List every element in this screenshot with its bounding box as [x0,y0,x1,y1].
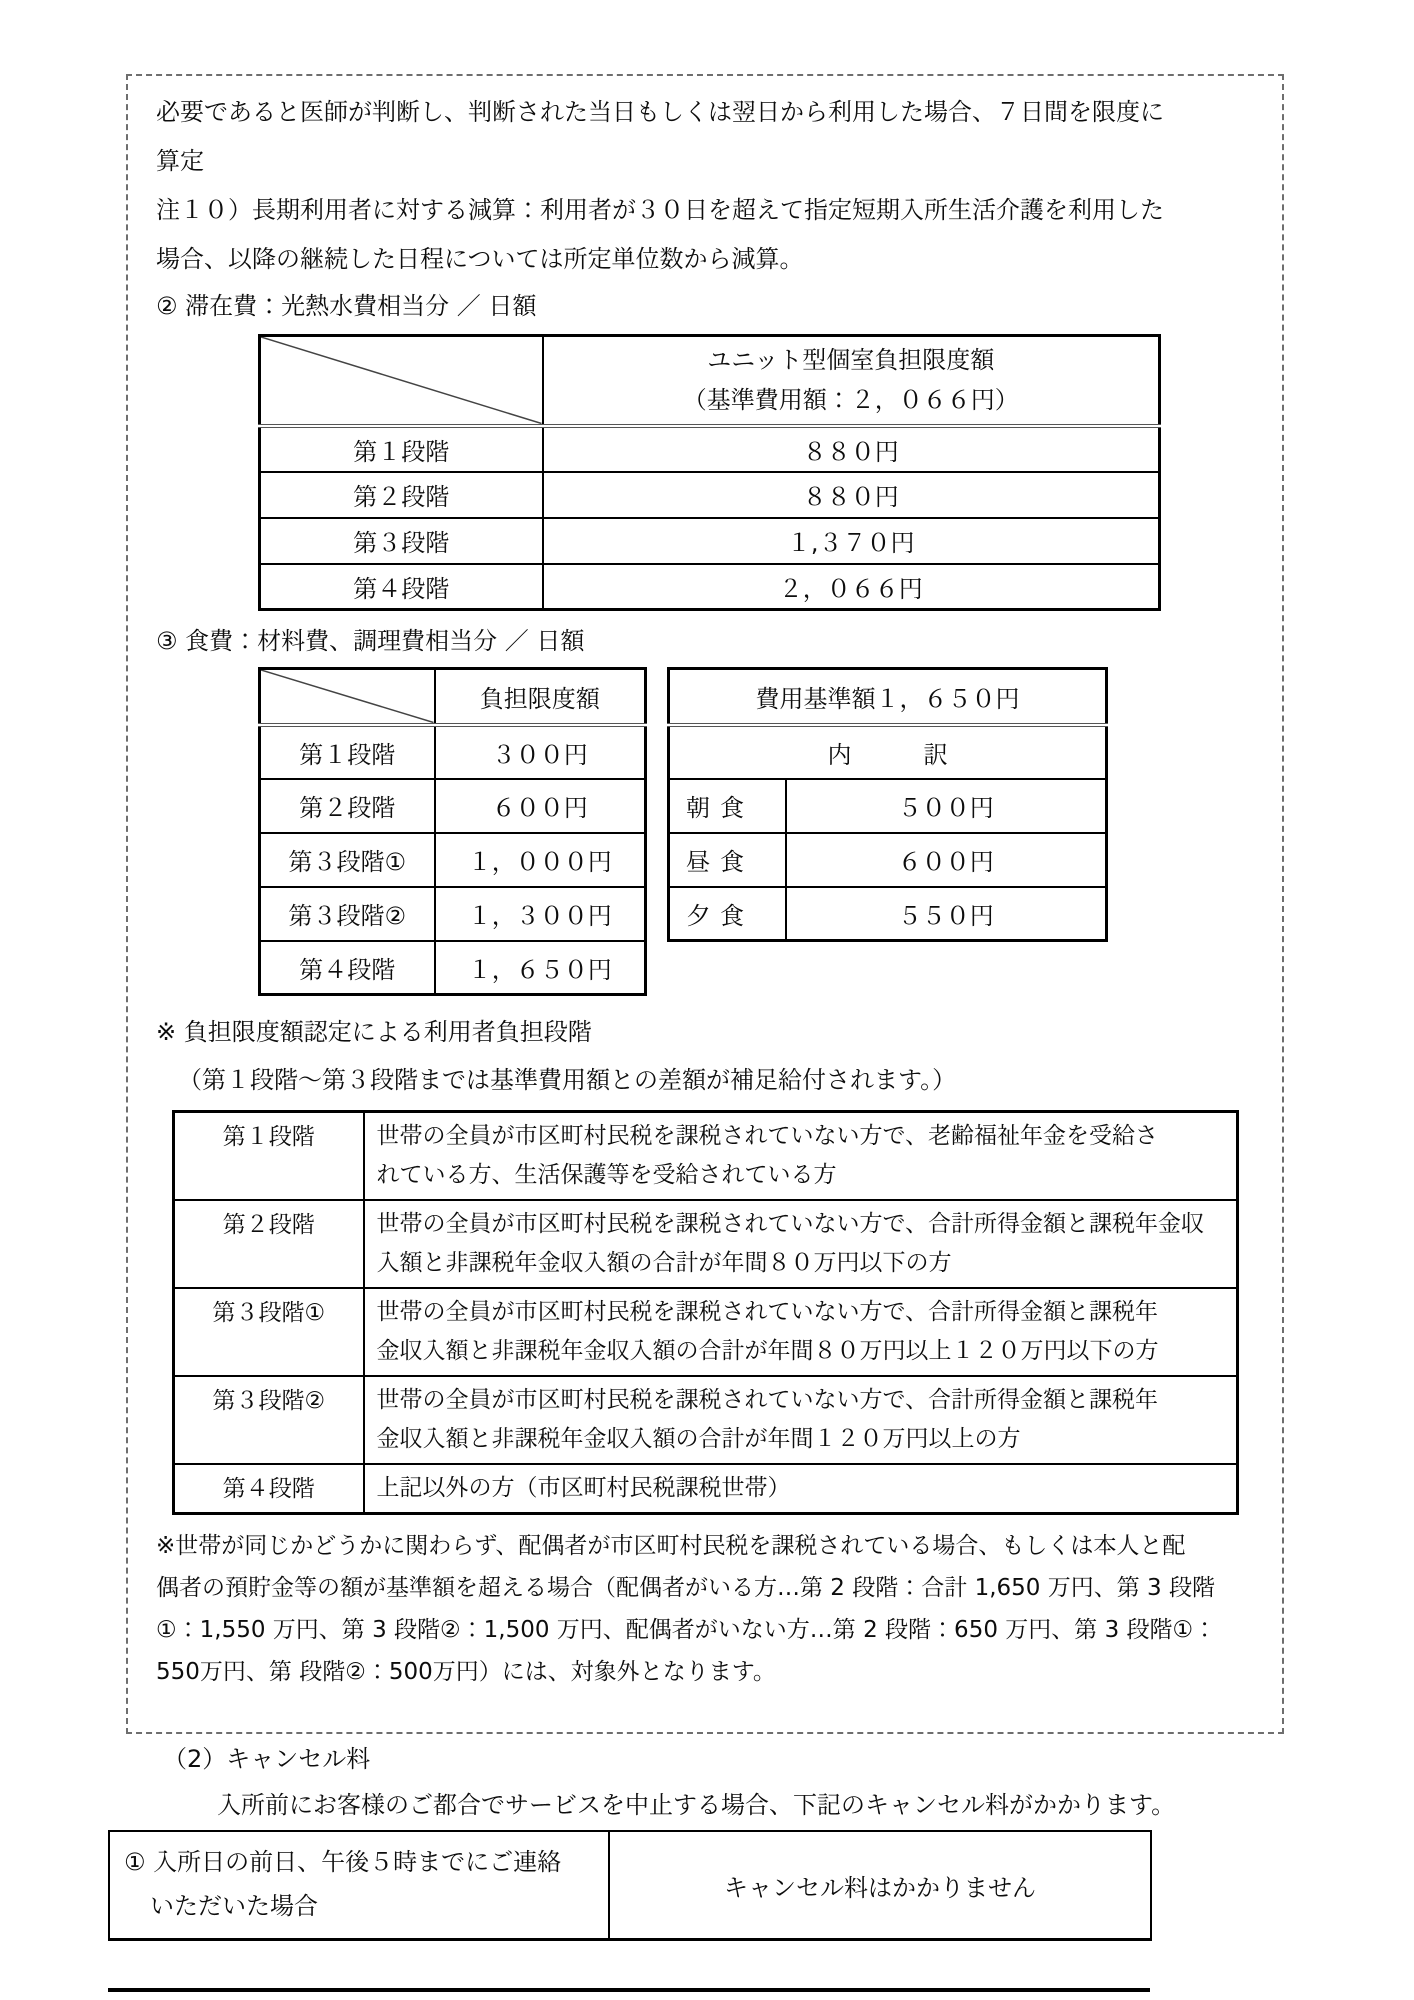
amount-cell: ６００円 [786,833,1107,887]
amount-cell: ５５０円 [786,887,1107,941]
burden-stage-row [174,1200,1238,1288]
breakdown-row [669,833,1107,887]
unit-room-header-cell [543,336,1160,426]
diagonal-line-icon [261,670,434,723]
stay-fee-row [260,564,1160,610]
meal-limit-row [260,887,646,941]
spouse-exclusion-note [156,1525,1256,1693]
stage-desc-cell: 世帯の全員が市区町村民税を課税されていない方で、合計所得金額と課税年 金収入額と非課税年金収入額の合計が年間８０万円以上１２０万円以下の方 [364,1288,1238,1376]
stage-label-cell: 第４段階 [174,1464,364,1514]
stage-label-cell: 第３段階① [260,833,435,887]
stay-fee-row [260,426,1160,472]
meal-label-cell: 朝食 [669,779,786,833]
cancel-fee-cell: キャンセル料はかかりません [609,1831,1151,1940]
meal-label-cell: 昼食 [669,833,786,887]
meal-limit-row [260,833,646,887]
spouse-note-line-3: ①：1,550 万円、第 3 段階②：1,500 万円、配偶者がいない方…第 2 段階：650 万円、第 3 段階①： [156,1617,1217,1643]
spouse-note-line-1: ※世帯が同じかどうかに関わらず、配偶者が市区町村民税を課税されている場合、もしくは本人と配 [156,1533,1186,1559]
limit-header-cell: 負担限度額 [435,669,646,725]
meal-fee-tables [258,667,1256,996]
meal-limit-row [260,941,646,995]
stage-label-cell: 第４段階 [260,564,543,610]
stage-desc-cell: 世帯の全員が市区町村民税を課税されていない方で、合計所得金額と課税年 金収入額と非課税年金収入額の合計が年間１２０万円以上の方 [364,1376,1238,1464]
stage-label-cell: 第１段階 [260,426,543,472]
intro-paragraph [156,88,1256,284]
spouse-note-line-4: 550万円、第 段階②：500万円）には、対象外となります。 [156,1659,776,1685]
amount-cell: ８８０円 [543,472,1160,518]
burden-stage-note [156,1008,1256,1104]
meal-fee-heading: ③ 食費：材料費、調理費相当分 ／ 日額 [156,627,585,655]
amount-cell: ２，０６６円 [543,564,1160,610]
stage-desc-cell: 世帯の全員が市区町村民税を課税されていない方で、老齢福祉年金を受給さ れている方、生活保護等を受給されている方 [364,1112,1238,1201]
meal-limit-row [260,779,646,833]
burden-stage-table [172,1110,1239,1515]
stay-fee-table [258,334,1161,611]
diagonal-header-cell [260,669,435,725]
stage-label-cell: 第２段階 [260,779,435,833]
burden-stage-row [174,1464,1238,1514]
meal-limit-row [260,725,646,779]
breakdown-header-cell: 費用基準額１，６５０円 [669,669,1107,725]
burden-note-line-2: （第１段階～第３段階までは基準費用額との差額が補足給付されます。） [178,1066,957,1094]
stage-label-cell: 第１段階 [260,725,435,779]
amount-cell: ５００円 [786,779,1107,833]
intro-line-4: 場合、以降の継続した日程については所定単位数から減算。 [156,245,804,273]
stage-desc-cell: 上記以外の方（市区町村民税課税世帯） [364,1464,1238,1514]
burden-stage-row [174,1376,1238,1464]
cancel-condition-cell: ① 入所日の前日、午後５時までにご連絡 いただいた場合 [109,1831,609,1940]
unit-room-header-line-1: ユニット型個室負担限度額 [707,346,995,375]
breakdown-row [669,887,1107,941]
breakdown-row [669,779,1107,833]
amount-cell: ６００円 [435,779,646,833]
cancel-fee-table [108,1830,1152,1941]
stage-label-cell: 第４段階 [260,941,435,995]
intro-line-3: 注１０）長期利用者に対する減算：利用者が３０日を超えて指定短期入所生活介護を利用した [156,196,1164,224]
burden-note-line-1: ※ 負担限度額認定による利用者負担段階 [156,1018,592,1046]
burden-stage-row [174,1112,1238,1201]
page-bottom-rule [108,1988,1150,1992]
breakdown-subheader-cell: 内 訳 [669,725,1107,779]
intro-line-2: 算定 [156,147,204,175]
notes-dashed-box [126,74,1284,1734]
stage-label-cell: 第２段階 [174,1200,364,1288]
cancel-fee-heading: （2）キャンセル料 [163,1745,371,1773]
burden-stage-row [174,1288,1238,1376]
stage-desc-cell: 世帯の全員が市区町村民税を課税されていない方で、合計所得金額と課税年金収 入額と非課税年金収入額の合計が年間８０万円以下の方 [364,1200,1238,1288]
amount-cell: １，６５０円 [435,941,646,995]
diagonal-header-cell [260,336,543,426]
stage-label-cell: 第３段階② [260,887,435,941]
amount-cell: ８８０円 [543,426,1160,472]
spouse-note-line-2: 偶者の預貯金等の額が基準額を超える場合（配偶者がいる方…第 2 段階：合計 1,650 万円、第 3 段階 [156,1575,1215,1601]
amount-cell: １，０００円 [435,833,646,887]
diagonal-line-icon [261,337,542,424]
cancel-fee-row [109,1831,1151,1940]
stage-label-cell: 第３段階① [174,1288,364,1376]
amount-cell: １,３７０円 [543,518,1160,564]
amount-cell: １，３００円 [435,887,646,941]
cancel-fee-description: 入所前にお客様のご都合でサービスを中止する場合、下記のキャンセル料がかかります。 [217,1791,1176,1819]
stage-label-cell: 第２段階 [260,472,543,518]
meal-label-cell: 夕食 [669,887,786,941]
meal-breakdown-table [667,667,1108,942]
meal-limit-table [258,667,647,996]
stage-label-cell: 第３段階 [260,518,543,564]
stay-fee-row [260,518,1160,564]
stay-fee-row [260,472,1160,518]
stage-label-cell: 第３段階② [174,1376,364,1464]
amount-cell: ３００円 [435,725,646,779]
stage-label-cell: 第１段階 [174,1112,364,1201]
intro-line-1: 必要であると医師が判断し、判断された当日もしくは翌日から利用した場合、７日間を限度に [156,98,1164,126]
stay-fee-heading: ② 滞在費：光熱水費相当分 ／ 日額 [156,292,537,320]
unit-room-header-line-2: （基準費用額：２，０６６円） [682,386,1019,415]
